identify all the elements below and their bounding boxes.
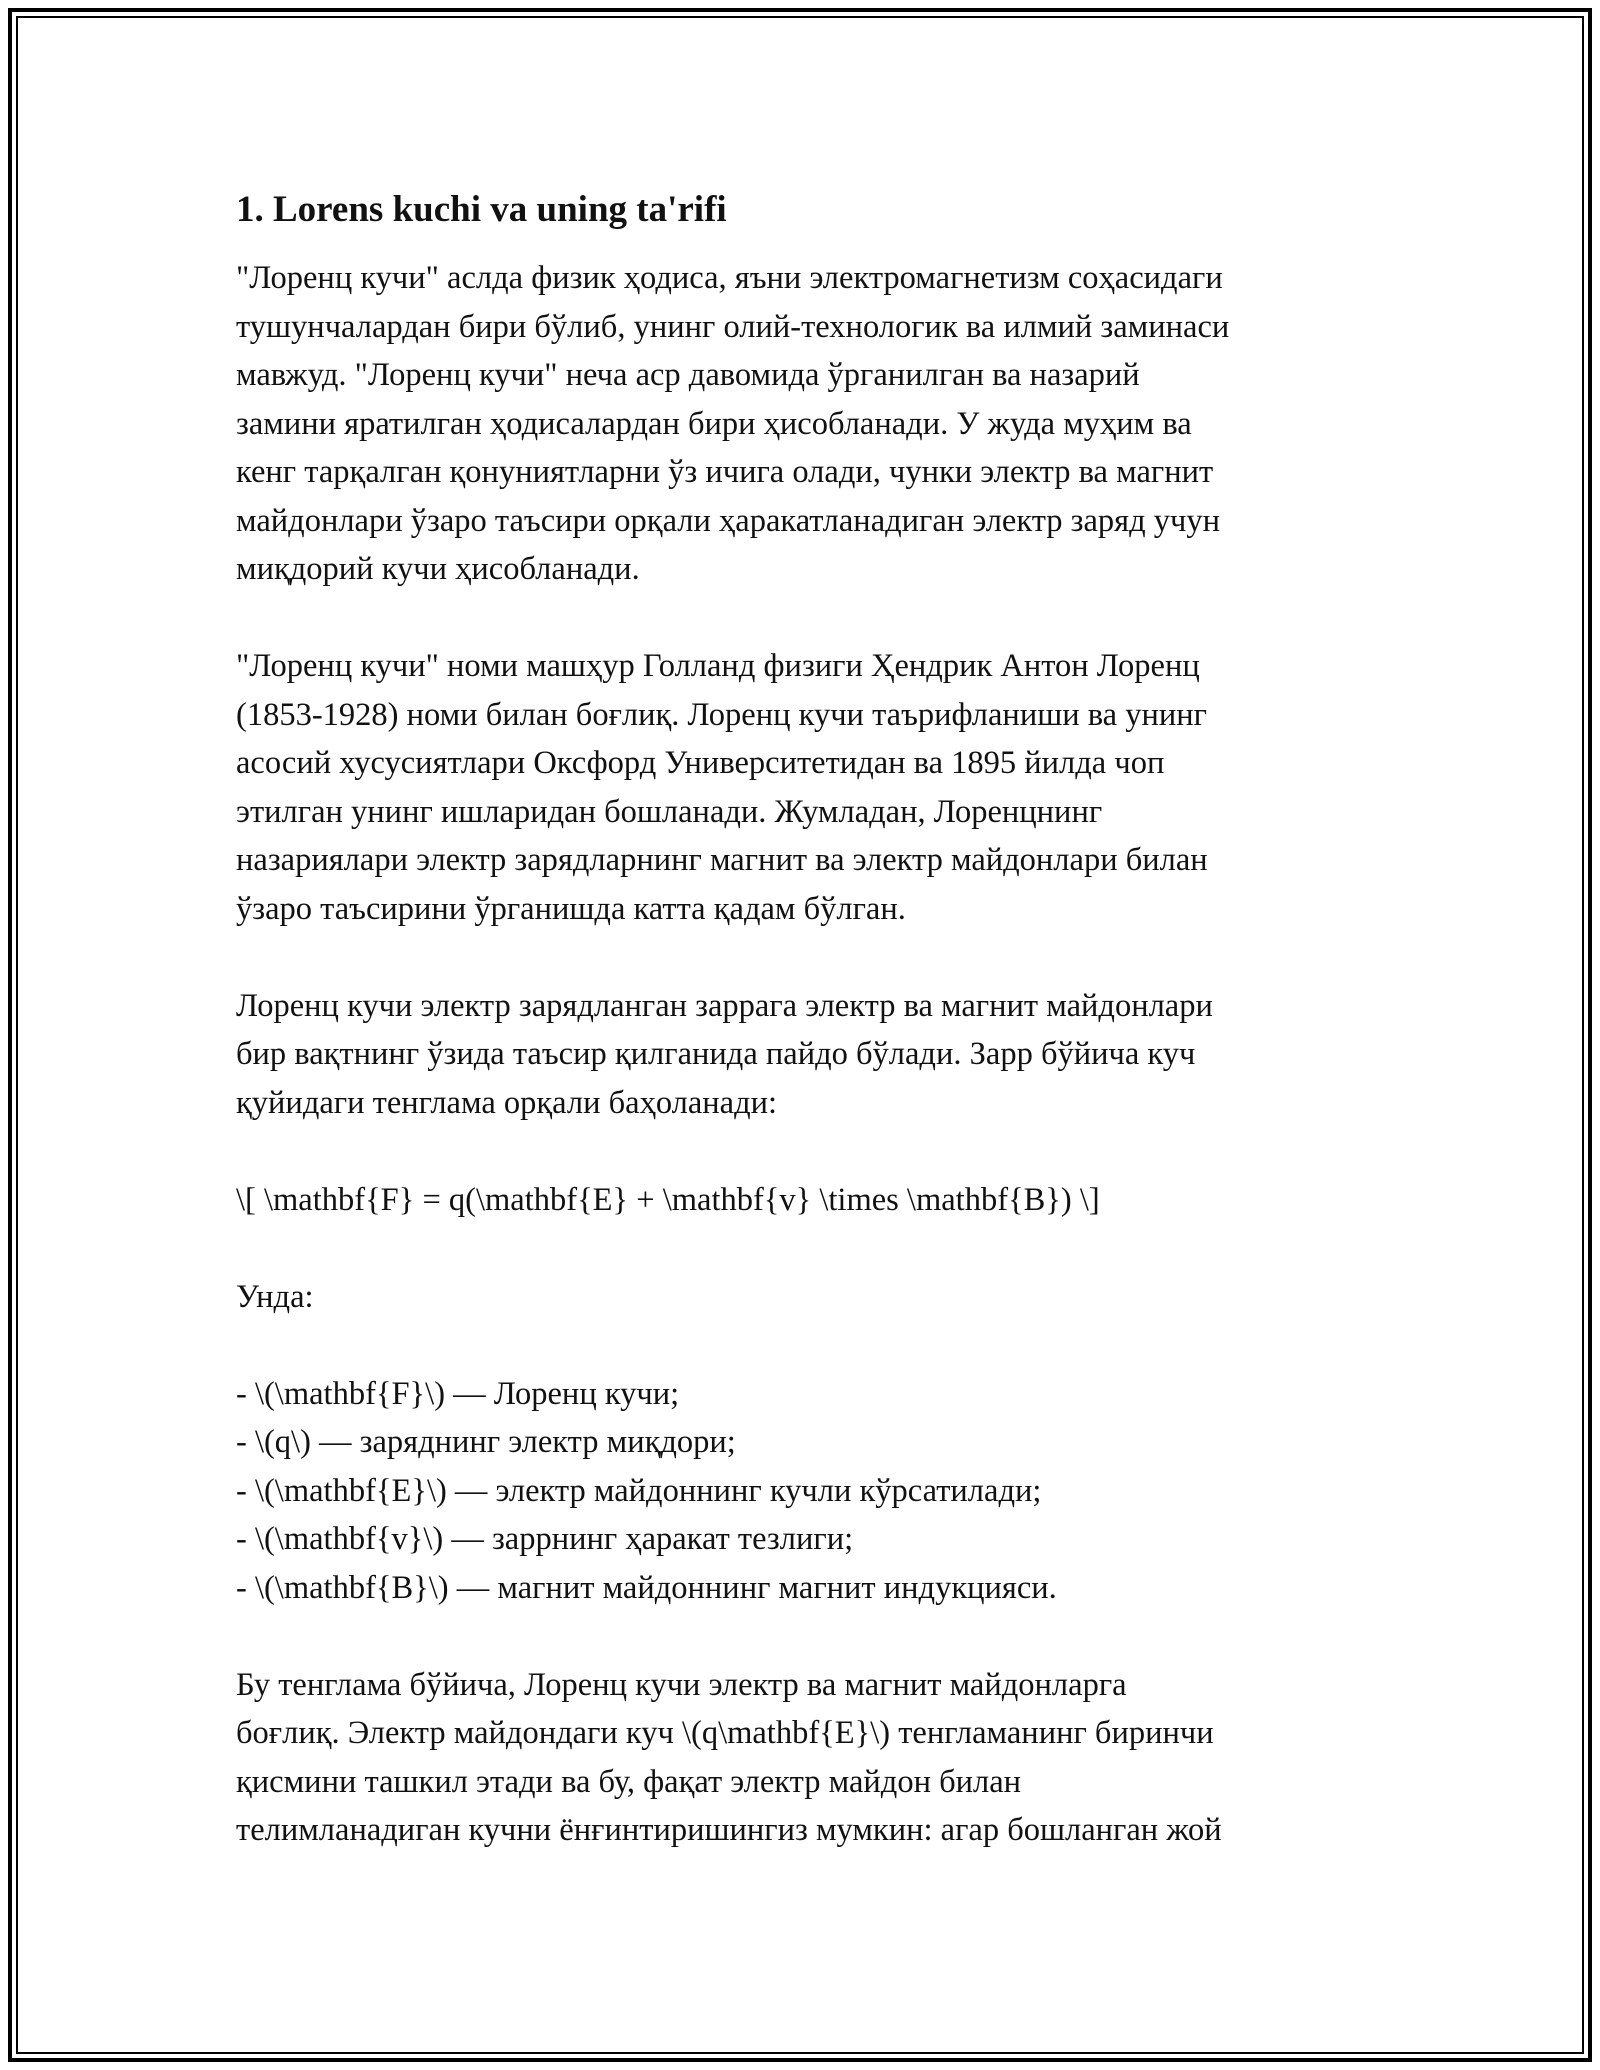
- text-line: Бу тенглама бўйича, Лоренц кучи электр ва магнит майдонларга: [236, 1666, 1127, 1703]
- text-line: мавжуд. "Лоренц кучи" неча аср давомида ўрганилган ва назарий: [236, 357, 1140, 393]
- text-line: Лоренц кучи электр зарядланган заррага электр ва магнит майдонлари: [236, 987, 1213, 1024]
- list-item: - \(\mathbf{E}\) — электр майдоннинг кучли кўрсатилади;: [236, 1472, 1042, 1509]
- text-line: ўзаро таъсирини ўрганишда катта қадам бўлган.: [236, 890, 906, 927]
- paragraph-final: [236, 1661, 1416, 1855]
- text-line: бир вақтнинг ўзида таъсир қилганида пайдо бўлади. Зарр бўйича куч: [236, 1036, 1196, 1072]
- text-line: телимланадиган кучни ёнғинтиришингиз мумкин: агар бошланган жой: [236, 1812, 1222, 1848]
- text-line: боғлиқ. Электр майдондаги куч \(q\mathbf{E}\) тенгламанинг биринчи: [236, 1715, 1214, 1751]
- list-item: - \(\mathbf{F}\) — Лоренц кучи;: [236, 1375, 680, 1412]
- text-line: "Лоренц кучи" аслда физик ҳодиса, яъни электромагнетизм соҳасидаги: [236, 260, 1223, 296]
- equation-line: [236, 1176, 1416, 1225]
- text-line: замини яратилган ҳодисалардан бири ҳисобланади. У жуда муҳим ва: [236, 405, 1192, 442]
- text-line: Унда:: [236, 1278, 314, 1315]
- text-line: этилган унинг ишларидан бошланади. Жумладан, Лоренцнинг: [236, 793, 1103, 830]
- text-line: тушунчалардан бири бўлиб, унинг олий-технологик ва илмий заминаси: [236, 308, 1230, 345]
- text-line: (1853-1928) номи билан боғлиқ. Лоренц кучи таърифланиши ва унинг: [236, 696, 1207, 733]
- document-body: [236, 186, 1416, 1903]
- list-item: - \(q\) — заряднинг электр миқдори;: [236, 1424, 736, 1460]
- text-line: қуйидаги тенглама орқали баҳоланади:: [236, 1084, 778, 1121]
- text-line: кенг тарқалган қонуниятларни ўз ичига олади, чунки электр ва магнит: [236, 454, 1214, 490]
- paragraph-where: [236, 1273, 1416, 1322]
- list-item: - \(\mathbf{B}\) — магнит майдоннинг магнит индукцияси.: [236, 1569, 1057, 1606]
- text-line: назариялари электр зарядларнинг магнит ва электр майдонлари билан: [236, 842, 1208, 878]
- equation-text: \[ \mathbf{F} = q(\mathbf{E} + \mathbf{v} \times \mathbf{B}) \]: [236, 1181, 1100, 1218]
- paragraph-history: [236, 642, 1416, 933]
- paragraph-intro: [236, 254, 1416, 594]
- paragraph-definition: [236, 982, 1416, 1128]
- list-item: - \(\mathbf{v}\) — заррнинг ҳаракат тезлиги;: [236, 1521, 854, 1557]
- text-line: миқдорий кучи ҳисобланади.: [236, 551, 640, 587]
- symbol-list: [236, 1370, 1416, 1613]
- text-line: қисмини ташкил этади ва бу, фақат электр майдон билан: [236, 1763, 1022, 1800]
- text-line: майдонлари ўзаро таъсири орқали ҳаракатланадиган электр заряд учун: [236, 502, 1221, 539]
- section-heading: 1. Lorens kuchi va uning ta'rifi: [236, 189, 727, 230]
- text-line: "Лоренц кучи" номи машҳур Голланд физиги Ҳендрик Антон Лоренц: [236, 648, 1200, 684]
- text-line: асосий хусусиятлари Оксфорд Университетидан ва 1895 йилда чоп: [236, 745, 1165, 781]
